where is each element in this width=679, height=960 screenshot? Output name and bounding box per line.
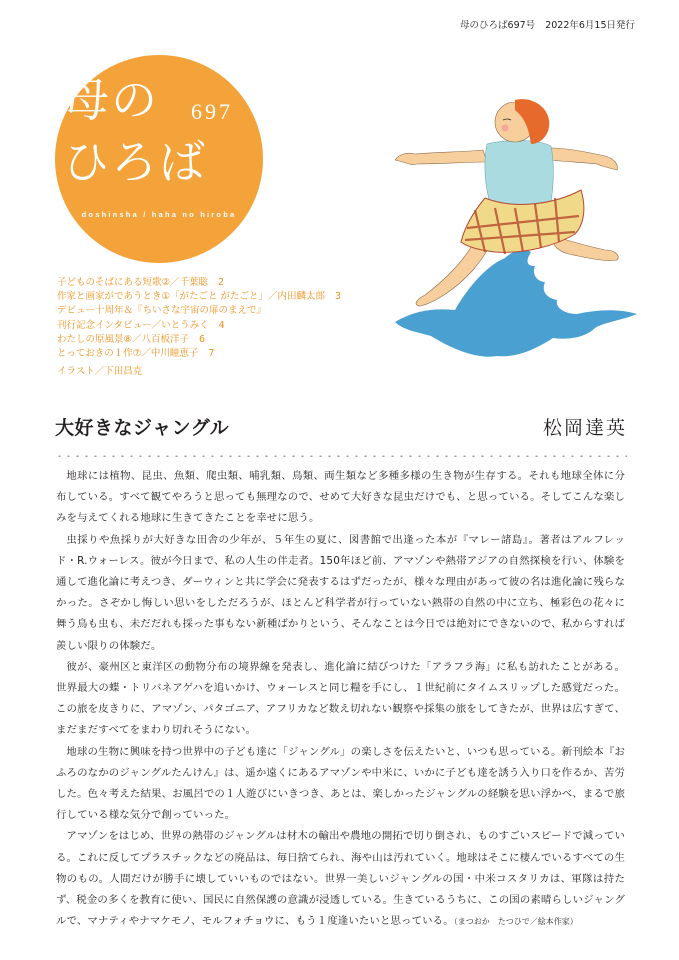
dotted-divider [55,455,627,457]
paragraph: 地球の生物に興味を持つ世界中の子ども達に「ジャングル」の楽しさを伝えたいと、いつも思っている。新刊絵本『おふろのなかのジャングルたんけん』は、遥か遠くにあるアマゾンや中米に、いかに子ども達を誘う入り口を作るか、苦労した。色々考えた結果、お風呂での１人遊びにいきつき、あとは、楽しかったジャングルの経験を思い浮かべ、まるで旅行している様な気分で創っていった。 [56,745,625,822]
toc-item[interactable] [57,347,341,361]
logo-title-line2: ひろば [63,135,207,189]
paragraph: 地球には植物、昆虫、魚類、爬虫類、哺乳類、鳥類、両生類など多種多様の生き物が生存する。それも地球全体に分布している。すべて観てやろうと思っても無理なので、せめて大好きな昆虫だけでも、と思っている。そしてこんな楽しみを与えてくれる地球に生きてきたことを幸せに思う。 [56,470,625,525]
toc-item[interactable] [57,319,341,333]
toc-item-title: 作家と画家がであうとき①「がたごと がたごと」／内田麟太郎 [57,291,326,303]
girl-leaping-illustration [355,70,655,370]
article-title: 大好きなジャングル [55,417,230,439]
magazine-logo [55,55,263,263]
toc-item[interactable] [57,304,341,318]
paragraph: アマゾンをはじめ、世界の熱帯のジャングルは材木の輸出や農地の開拓で切り倒され、ものすごいスピードで減っている。これに反してプラスチックなどの廃品は、毎日捨てられ、海や山は汚れていく。地球はそこに棲んでいるすべての生物のもの。人間だけが勝手に壊していいものではない。世界一美しいジャングルの国・中米コスタリカは、軍隊は持たず、税金の多くを教育に使い、国民に自然保護の意識が浸透している。生きているうちに、この国の素晴らしいジャングルで、マナティやナマケモノ、モルフォチョウに、もう１度逢いたいと思っている。 [56,830,625,928]
toc-item[interactable] [57,333,341,347]
paragraph: 彼が、豪州区と東洋区の動物分布の境界線を発表し、進化論に結びつけた「アラフラ海」に私も訪れたことがある。世界最大の蝶・トリバネアゲハを追いかけ、ウォーレスと同じ糧を手にし、１世紀前にタイムスリップした感覚だった。この旅を皮きりに、アマゾン、パタゴニア、アフリカなど数え切れない観察や採集の旅をしてきたが、世界は広すぎて、まだまだすべてをまわり切れそうにない。 [56,660,625,737]
toc-item-title: デビュー十周年＆『ちいさな宇宙の扉のまえで』 [57,305,267,317]
issue-date: 2022年6月15日発行 [545,20,635,31]
toc-item-title: わたしの原風景⑧／八百板洋子 [57,333,190,345]
paragraph: 虫採りや魚採りが大好きな田舎の少年が、５年生の夏に、図書館で出逢った本が『マレー諸島』。著者はアルフレッド・R.ウォーレス。彼が今日まで、私の人生の伴走者。150年ほど前、アマゾンや熱帯アジアの自然探検を行い、体験を通して進化論に考えつき、ダーウィンと共に学会に発表するはずだったが、様々な理由があって彼の名は進化論に残らなかった。さぞかし悔しい思いをしただろうが、ほとんど科学者が行っていない熱帯の自然の中に立ち、極彩色の花々に舞う鳥も虫も、未だだれも採った事もない新種ばかりという、そんなことは今日では絶対にできないので、私からすれば羨しい限りの体験だ。 [56,533,625,652]
bird-shadow-icon [395,250,637,357]
logo-subtitle: doshinsha / haha no hiroba [81,210,237,219]
toc-item[interactable] [57,290,341,304]
author-signature: （まつおか たつひで／絵本作家） [453,917,578,927]
toc-item-page: 6 [199,333,206,345]
toc-item-page: 2 [218,277,225,288]
issue-label: 母のひろば697号 [460,20,536,31]
article-header [55,413,627,440]
toc-item-title: 刊行記念インタビュー／いとうみく [57,319,209,331]
article-body [56,466,625,932]
toc-item-page: 3 [335,291,342,303]
issue-info [460,17,635,31]
logo-title-line1: 母の [63,73,159,127]
logo-issue-number: 697 [191,99,233,124]
toc-item-page: 7 [208,348,215,360]
table-of-contents [57,276,341,379]
paragraph-last [56,826,625,932]
toc-item-title: 子どものそばにある短歌②／千葉聡 [57,277,209,288]
illustration-credit: イラスト／下田昌克 [57,366,143,378]
toc-item[interactable] [57,276,341,290]
toc-item-title: とっておきの１作⑦／中川瞳恵子 [57,348,199,360]
toc-item-page: 4 [218,319,225,331]
article-author: 松岡達英 [542,417,627,439]
